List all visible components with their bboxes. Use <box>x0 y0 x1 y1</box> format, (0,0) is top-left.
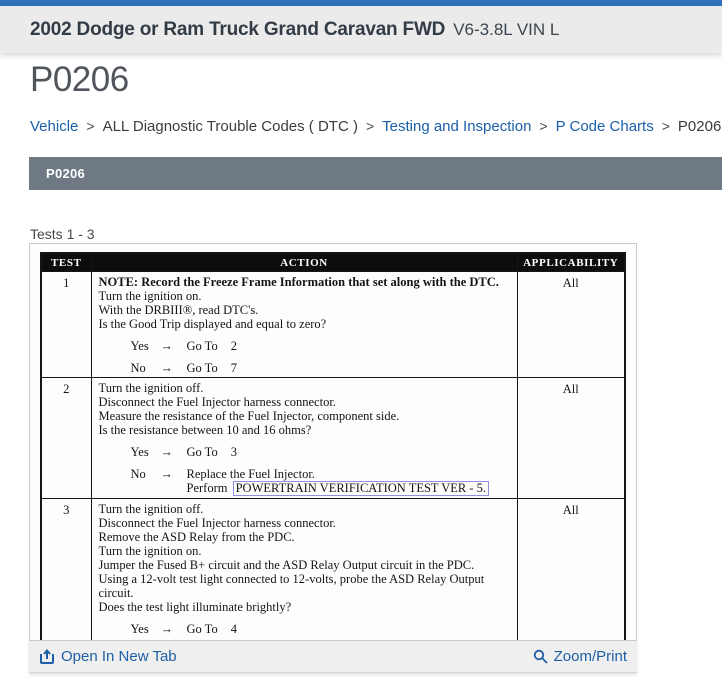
zoom-print-label: Zoom/Print <box>553 648 627 665</box>
decision-result <box>187 467 511 496</box>
section-bar <box>29 157 722 190</box>
action-line: Does the test light illuminate brightly? <box>98 600 292 614</box>
arrow-icon: → <box>160 361 173 375</box>
decision-answer: Yes <box>130 622 149 636</box>
dtc-column-header-applicability: APPLICABILITY <box>517 253 625 272</box>
result-line <box>187 361 511 375</box>
decision-result <box>187 622 511 636</box>
action-line: Turn the ignition off. <box>98 502 204 516</box>
action-line: Measure the resistance of the Fuel Injector, component side. <box>98 409 400 423</box>
action-line: Remove the ASD Relay from the PDC. <box>98 530 295 544</box>
test-number-cell: 2 <box>41 378 91 499</box>
page-title: P0206 <box>30 60 129 99</box>
result-line: Replace the Fuel Injector. <box>186 467 315 481</box>
dtc-test-row <box>41 499 625 642</box>
magnifier-icon <box>533 649 548 664</box>
breadcrumb-item-vehicle[interactable]: Vehicle <box>30 118 79 135</box>
breadcrumb-separator: > <box>365 118 375 134</box>
applicability-cell: All <box>517 378 625 499</box>
decision-result <box>187 339 511 353</box>
action-cell <box>91 272 517 378</box>
doc-toolbar <box>29 641 637 673</box>
goto-target: 2 <box>230 339 237 353</box>
goto-target: 4 <box>230 622 237 636</box>
decision-row <box>131 622 511 636</box>
note-line: NOTE: Record the Freeze Frame Information that set along with the DTC. <box>98 275 499 289</box>
action-cell <box>91 499 517 642</box>
result-line <box>187 339 511 353</box>
zoom-print-button[interactable] <box>533 648 627 665</box>
action-line: Disconnect the Fuel Injector harness connector. <box>98 516 336 530</box>
action-line: Using a 12-volt test light connected to 12-volts, probe the ASD Relay Output circuit. <box>98 572 485 600</box>
dtc-column-header-action: ACTION <box>91 253 517 272</box>
goto-label: Go To <box>186 445 218 459</box>
goto-label: Go To <box>186 361 218 375</box>
result-line <box>187 445 511 459</box>
applicability-cell: All <box>517 499 625 642</box>
arrow-icon: → <box>160 622 173 636</box>
action-cell <box>91 378 517 499</box>
test-number-cell: 3 <box>41 499 91 642</box>
tests-range-label: Tests 1 - 3 <box>30 226 95 242</box>
vehicle-header <box>0 6 722 53</box>
action-line: Is the Good Trip displayed and equal to zero? <box>98 317 327 331</box>
decision-answer: No <box>130 467 146 481</box>
open-in-new-tab-button[interactable] <box>39 648 177 665</box>
result-line <box>187 622 511 636</box>
goto-target: 7 <box>230 361 237 375</box>
vehicle-title: 2002 Dodge or Ram Truck Grand Caravan FWD <box>30 18 446 40</box>
decision-result <box>187 445 511 459</box>
result-line <box>187 481 511 496</box>
decision-row <box>131 445 511 459</box>
open-in-new-tab-icon <box>39 649 55 665</box>
breadcrumb-item-testing-and-inspection[interactable]: Testing and Inspection <box>382 118 532 135</box>
dtc-table <box>40 252 626 641</box>
decision-answer: Yes <box>130 445 149 459</box>
arrow-icon: → <box>160 445 173 459</box>
applicability-cell: All <box>517 272 625 378</box>
action-line: Is the resistance between 10 and 16 ohms? <box>98 423 312 437</box>
decision-answer: Yes <box>130 339 149 353</box>
breadcrumb-item-p0206: P0206 <box>677 118 722 135</box>
test-number-cell: 1 <box>41 272 91 378</box>
section-bar-label: P0206 <box>46 166 86 181</box>
action-line: Disconnect the Fuel Injector harness connector. <box>98 395 336 409</box>
breadcrumb-separator: > <box>661 118 670 134</box>
vehicle-spec: V6-3.8L VIN L <box>453 19 560 39</box>
dtc-table-body <box>41 272 625 642</box>
decision-answer: No <box>130 361 146 375</box>
decision-row <box>131 361 511 375</box>
perform-label: Perform <box>186 481 231 495</box>
action-line: Turn the ignition off. <box>98 381 204 395</box>
dtc-test-row <box>41 378 625 499</box>
goto-label: Go To <box>186 622 218 636</box>
powertrain-verification-test-link[interactable]: POWERTRAIN VERIFICATION TEST VER - 5. <box>233 481 489 496</box>
breadcrumb-separator: > <box>539 118 548 134</box>
decision-result <box>187 361 511 375</box>
open-in-new-tab-label: Open In New Tab <box>61 648 177 665</box>
goto-label: Go To <box>186 339 218 353</box>
dtc-column-header-test: TEST <box>41 253 91 272</box>
goto-target: 3 <box>230 445 237 459</box>
arrow-icon: → <box>160 339 173 353</box>
action-line: With the DRBIII®, read DTC's. <box>98 303 259 317</box>
decision-row <box>131 467 511 496</box>
breadcrumb <box>30 118 722 135</box>
arrow-icon: → <box>160 467 173 481</box>
decision-row <box>131 339 511 353</box>
action-line: Jumper the Fused B+ circuit and the ASD Relay Output circuit in the PDC. <box>98 558 475 572</box>
breadcrumb-separator: > <box>86 118 95 134</box>
dtc-table-header-row <box>41 253 625 272</box>
action-line: Turn the ignition on. <box>98 544 202 558</box>
action-line: Turn the ignition on. <box>98 289 202 303</box>
dtc-chart-image <box>29 243 637 641</box>
breadcrumb-item-p-code-charts[interactable]: P Code Charts <box>555 118 654 135</box>
dtc-test-row <box>41 272 625 378</box>
breadcrumb-item-all-diagnostic-trouble-codes-dtc: ALL Diagnostic Trouble Codes ( DTC ) <box>102 118 358 135</box>
